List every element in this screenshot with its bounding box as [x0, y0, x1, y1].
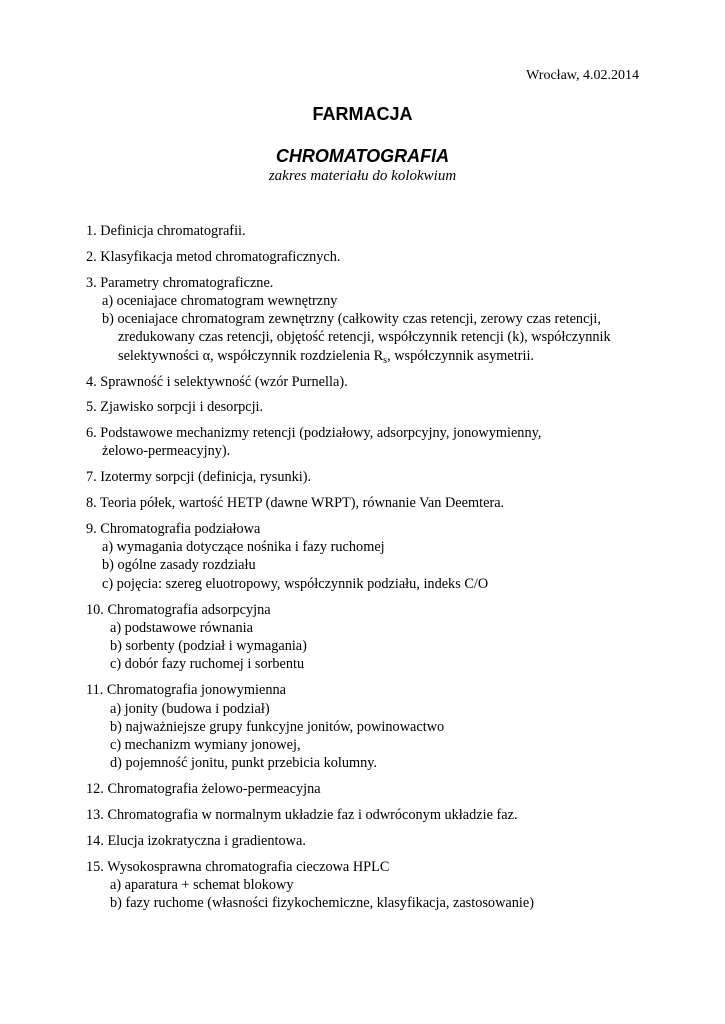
topic-3b: [86, 310, 646, 365]
topic-list: [86, 222, 646, 920]
topic-11: [86, 681, 646, 772]
topic-10b: b) sorbenty (podział i wymagania): [110, 638, 307, 655]
topic-2: 2. Klasyfikacja metod chromatograficznych.: [86, 248, 341, 265]
topic-3b-text-end: , współczynnik asymetrii.: [387, 347, 534, 364]
topic-3b-text: b) oceniajace chromatogram zewnętrzny (całkowity czas retencji, zerowy czas retencji, zredukowany czas retencji, objętość retencji, współczynnik retencji (k), współczynnik selektywności α, współczynnik rozdzielenia R: [102, 311, 611, 364]
topic-6: [86, 424, 646, 461]
topic-9b: b) ogólne zasady rozdziału: [102, 557, 256, 574]
topic-12: 12. Chromatografia żelowo-permeacyjna: [86, 781, 321, 798]
topic-4: 4. Sprawność i selektywność (wzór Purnella).: [86, 373, 348, 390]
topic-3a: a) oceniajace chromatogram wewnętrzny: [102, 292, 338, 309]
topic-6-title: 6. Podstawowe mechanizmy retencji (podziałowy, adsorpcyjny, jonowymienny,: [86, 425, 542, 442]
topic-15-title: 15. Wysokosprawna chromatografia cieczowa HPLC: [86, 858, 390, 875]
topic-11d: d) pojemność jonitu, punkt przebicia kolumny.: [110, 755, 378, 772]
scope-subtitle: zakres materiału do kolokwium: [268, 168, 457, 184]
topic-15b: b) fazy ruchome (własności fizykochemiczne, klasyfikacja, zastosowanie): [110, 895, 534, 912]
topic-10: [86, 601, 646, 674]
topic-11-title: 11. Chromatografia jonowymienna: [86, 682, 286, 699]
topic-13: 13. Chromatografia w normalnym układzie faz i odwróconym układzie faz.: [86, 807, 518, 824]
topic-3-title: 3. Parametry chromatograficzne.: [86, 274, 274, 291]
topic-15: [86, 858, 646, 913]
topic-14: 14. Elucja izokratyczna i gradientowa.: [86, 832, 306, 849]
topic-3: [86, 274, 646, 365]
topic-11a: a) jonity (budowa i podział): [110, 700, 270, 717]
subject-title: CHROMATOGRAFIA: [275, 146, 450, 166]
document-date: Wrocław, 4.02.2014: [526, 68, 639, 83]
faculty-title: FARMACJA: [312, 104, 413, 124]
topic-10c: c) dobór fazy ruchomej i sorbentu: [110, 656, 305, 673]
topic-11c: c) mechanizm wymiany jonowej,: [110, 737, 301, 754]
topic-1: 1. Definicja chromatografii.: [86, 223, 246, 239]
topic-3b-subscript: s: [383, 354, 388, 366]
topic-6-continuation: żelowo-permeacyjny).: [102, 443, 231, 460]
topic-9a: a) wymagania dotyczące nośnika i fazy ruchomej: [102, 539, 385, 556]
topic-10a: a) podstawowe równania: [110, 619, 253, 636]
topic-5: 5. Zjawisko sorpcji i desorpcji.: [86, 399, 264, 416]
topic-8: 8. Teoria półek, wartość HETP (dawne WRPT), równanie Van Deemtera.: [86, 495, 505, 512]
topic-9-title: 9. Chromatografia podziałowa: [86, 520, 261, 537]
topic-15a: a) aparatura + schemat blokowy: [110, 876, 294, 893]
topic-10-title: 10. Chromatografia adsorpcyjna: [86, 601, 271, 618]
topic-7: 7. Izotermy sorpcji (definicja, rysunki).: [86, 469, 312, 486]
topic-9c: c) pojęcia: szereg eluotropowy, współczynnik podziału, indeks C/O: [102, 575, 489, 592]
topic-9: [86, 520, 646, 593]
topic-11b: b) najważniejsze grupy funkcyjne jonitów, powinowactwo: [110, 718, 445, 735]
